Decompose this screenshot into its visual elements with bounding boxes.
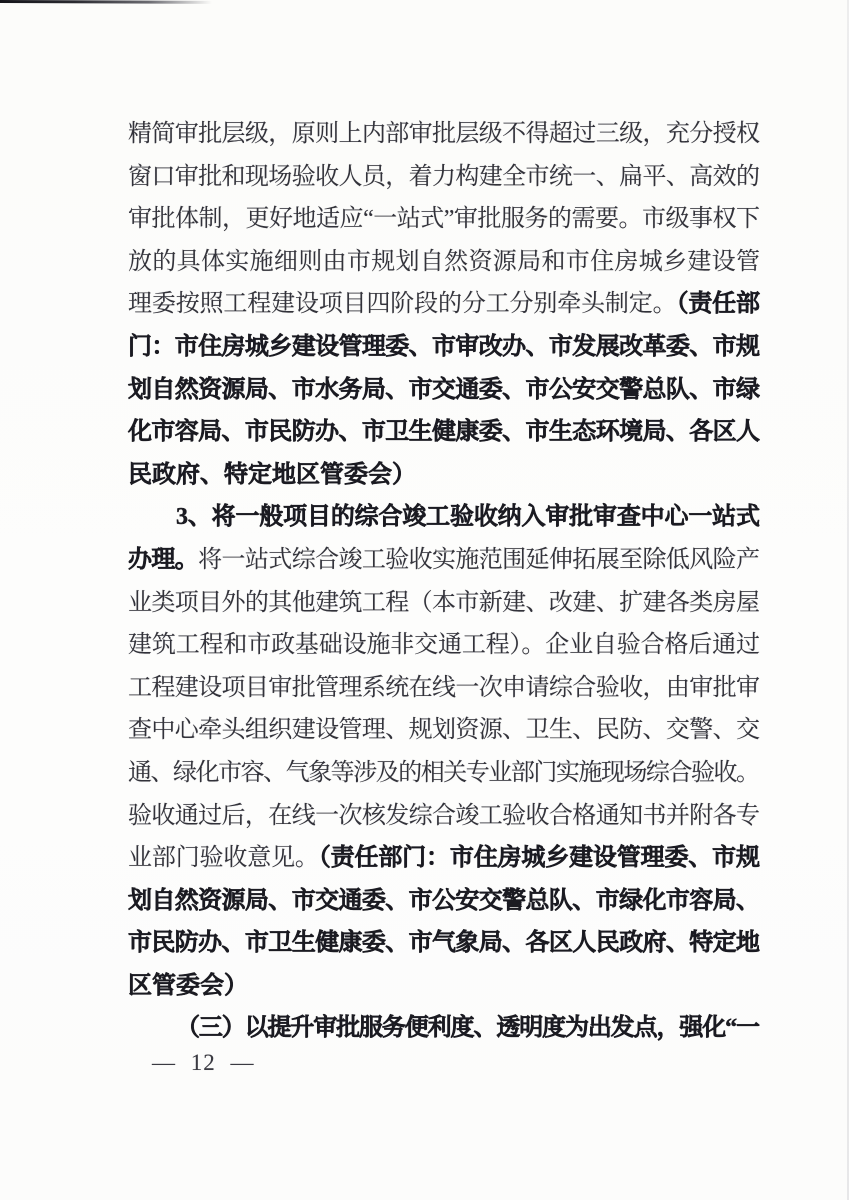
text-line-content	[128, 241, 760, 284]
text-line-9	[128, 454, 760, 497]
text-line-5	[128, 283, 760, 326]
emphasis-text: （责任部门：市住房城乡建设管理委、市规	[318, 845, 760, 872]
emphasis-text: 区管委会）	[128, 972, 248, 999]
text-line-4	[128, 241, 760, 284]
body-text: 查中心牵头组织建设管理、规划资源、卫生、民防、交警、交	[128, 717, 760, 744]
text-line-10	[128, 496, 760, 539]
text-line-7	[128, 369, 760, 412]
text-line-19	[128, 880, 760, 923]
text-line-13	[128, 624, 760, 667]
text-line-3	[128, 198, 760, 241]
text-line-content	[128, 880, 759, 923]
text-line-6	[128, 326, 760, 369]
text-line-content	[128, 752, 759, 795]
body-text: 将一站式综合竣工验收实施范围延伸拓展至除低风险产	[198, 546, 760, 573]
body-text: 工程建设项目审批管理系统在线一次申请综合验收，由审批审	[128, 674, 760, 701]
text-line-12	[128, 582, 760, 625]
body-text: 放的具体实施细则由市规划自然资源局和市住房城乡建设管	[128, 248, 761, 275]
emphasis-text: 化市容局、市民防办、市卫生健康委、市生态环境局、各区人	[128, 419, 760, 446]
emphasis-text: 划自然资源局、市水务局、市交通委、市公安交警总队、市绿	[128, 376, 760, 403]
text-line-20	[128, 922, 760, 965]
text-line-content	[128, 539, 759, 582]
text-line-content	[128, 795, 759, 838]
body-text: 建筑工程和市政基础设施非交通工程）。企业自验合格后通过	[128, 632, 760, 659]
body-text: 验收通过后，在线一次核发综合竣工验收合格通知书并附各专	[128, 802, 760, 829]
body-text: 业类项目外的其他建筑工程（本市新建、改建、扩建各类房屋	[128, 589, 760, 616]
text-line-14	[128, 667, 760, 710]
emphasis-text: 办理。	[128, 546, 199, 573]
emphasis-text: （责任部	[676, 291, 760, 318]
text-line-21	[128, 965, 760, 1008]
body-text: 窗口审批和现场验收人员，着力构建全市统一、扁平、高效的	[128, 163, 760, 190]
text-line-content	[128, 156, 759, 199]
scan-artifact-top-edge	[0, 0, 212, 4]
text-line-content	[128, 496, 760, 539]
document-body	[128, 113, 760, 1050]
body-text: 精简审批层级，原则上内部审批层级不得超过三级，充分授权	[128, 121, 760, 147]
text-line-8	[128, 411, 760, 454]
text-line-17	[128, 795, 760, 838]
body-text: 审批体制，更好地适应“一站式”审批服务的需要。市级事权下	[128, 206, 760, 233]
text-line-content	[128, 283, 760, 326]
text-line-1	[128, 113, 760, 156]
text-line-content	[128, 369, 759, 412]
emphasis-text: 3、将一般项目的综合竣工验收纳入审批审查中心一站式	[176, 504, 760, 531]
text-line-content	[128, 454, 416, 497]
text-line-15	[128, 709, 760, 752]
text-line-content	[128, 837, 760, 880]
body-text: 业部门验收意见。	[128, 845, 319, 872]
text-line-content	[128, 624, 760, 667]
text-line-content	[128, 1007, 759, 1050]
text-line-content	[128, 411, 759, 454]
emphasis-text: 民政府、特定地区管委会）	[128, 461, 416, 488]
text-line-content	[128, 922, 759, 965]
page-number: — 12 —	[152, 1050, 255, 1075]
text-line-content	[128, 326, 759, 369]
text-line-content	[128, 582, 759, 625]
text-line-18	[128, 837, 760, 880]
text-line-2	[128, 156, 760, 199]
emphasis-text: 门：市住房城乡建设管理委、市审改办、市发展改革委、市规	[128, 333, 760, 360]
text-line-16	[128, 752, 760, 795]
text-line-content	[128, 965, 248, 1008]
emphasis-text: 市民防办、市卫生健康委、市气象局、各区人民政府、特定地	[128, 930, 760, 957]
text-line-content	[128, 667, 759, 710]
emphasis-text: 划自然资源局、市交通委、市公安交警总队、市绿化市容局、	[128, 887, 760, 914]
text-line-content	[128, 198, 760, 241]
text-line-11	[128, 539, 760, 582]
emphasis-text: （三）以提升审批服务便利度、透明度为出发点，强化“一	[176, 1015, 759, 1042]
body-text: 理委按照工程建设项目四阶段的分工分别牵头制定。	[128, 291, 677, 318]
text-line-22	[128, 1007, 760, 1050]
body-text: 通、绿化市容、气象等涉及的相关专业部门实施现场综合验收。	[128, 759, 759, 786]
text-line-content	[128, 113, 759, 156]
text-line-content	[128, 709, 759, 752]
